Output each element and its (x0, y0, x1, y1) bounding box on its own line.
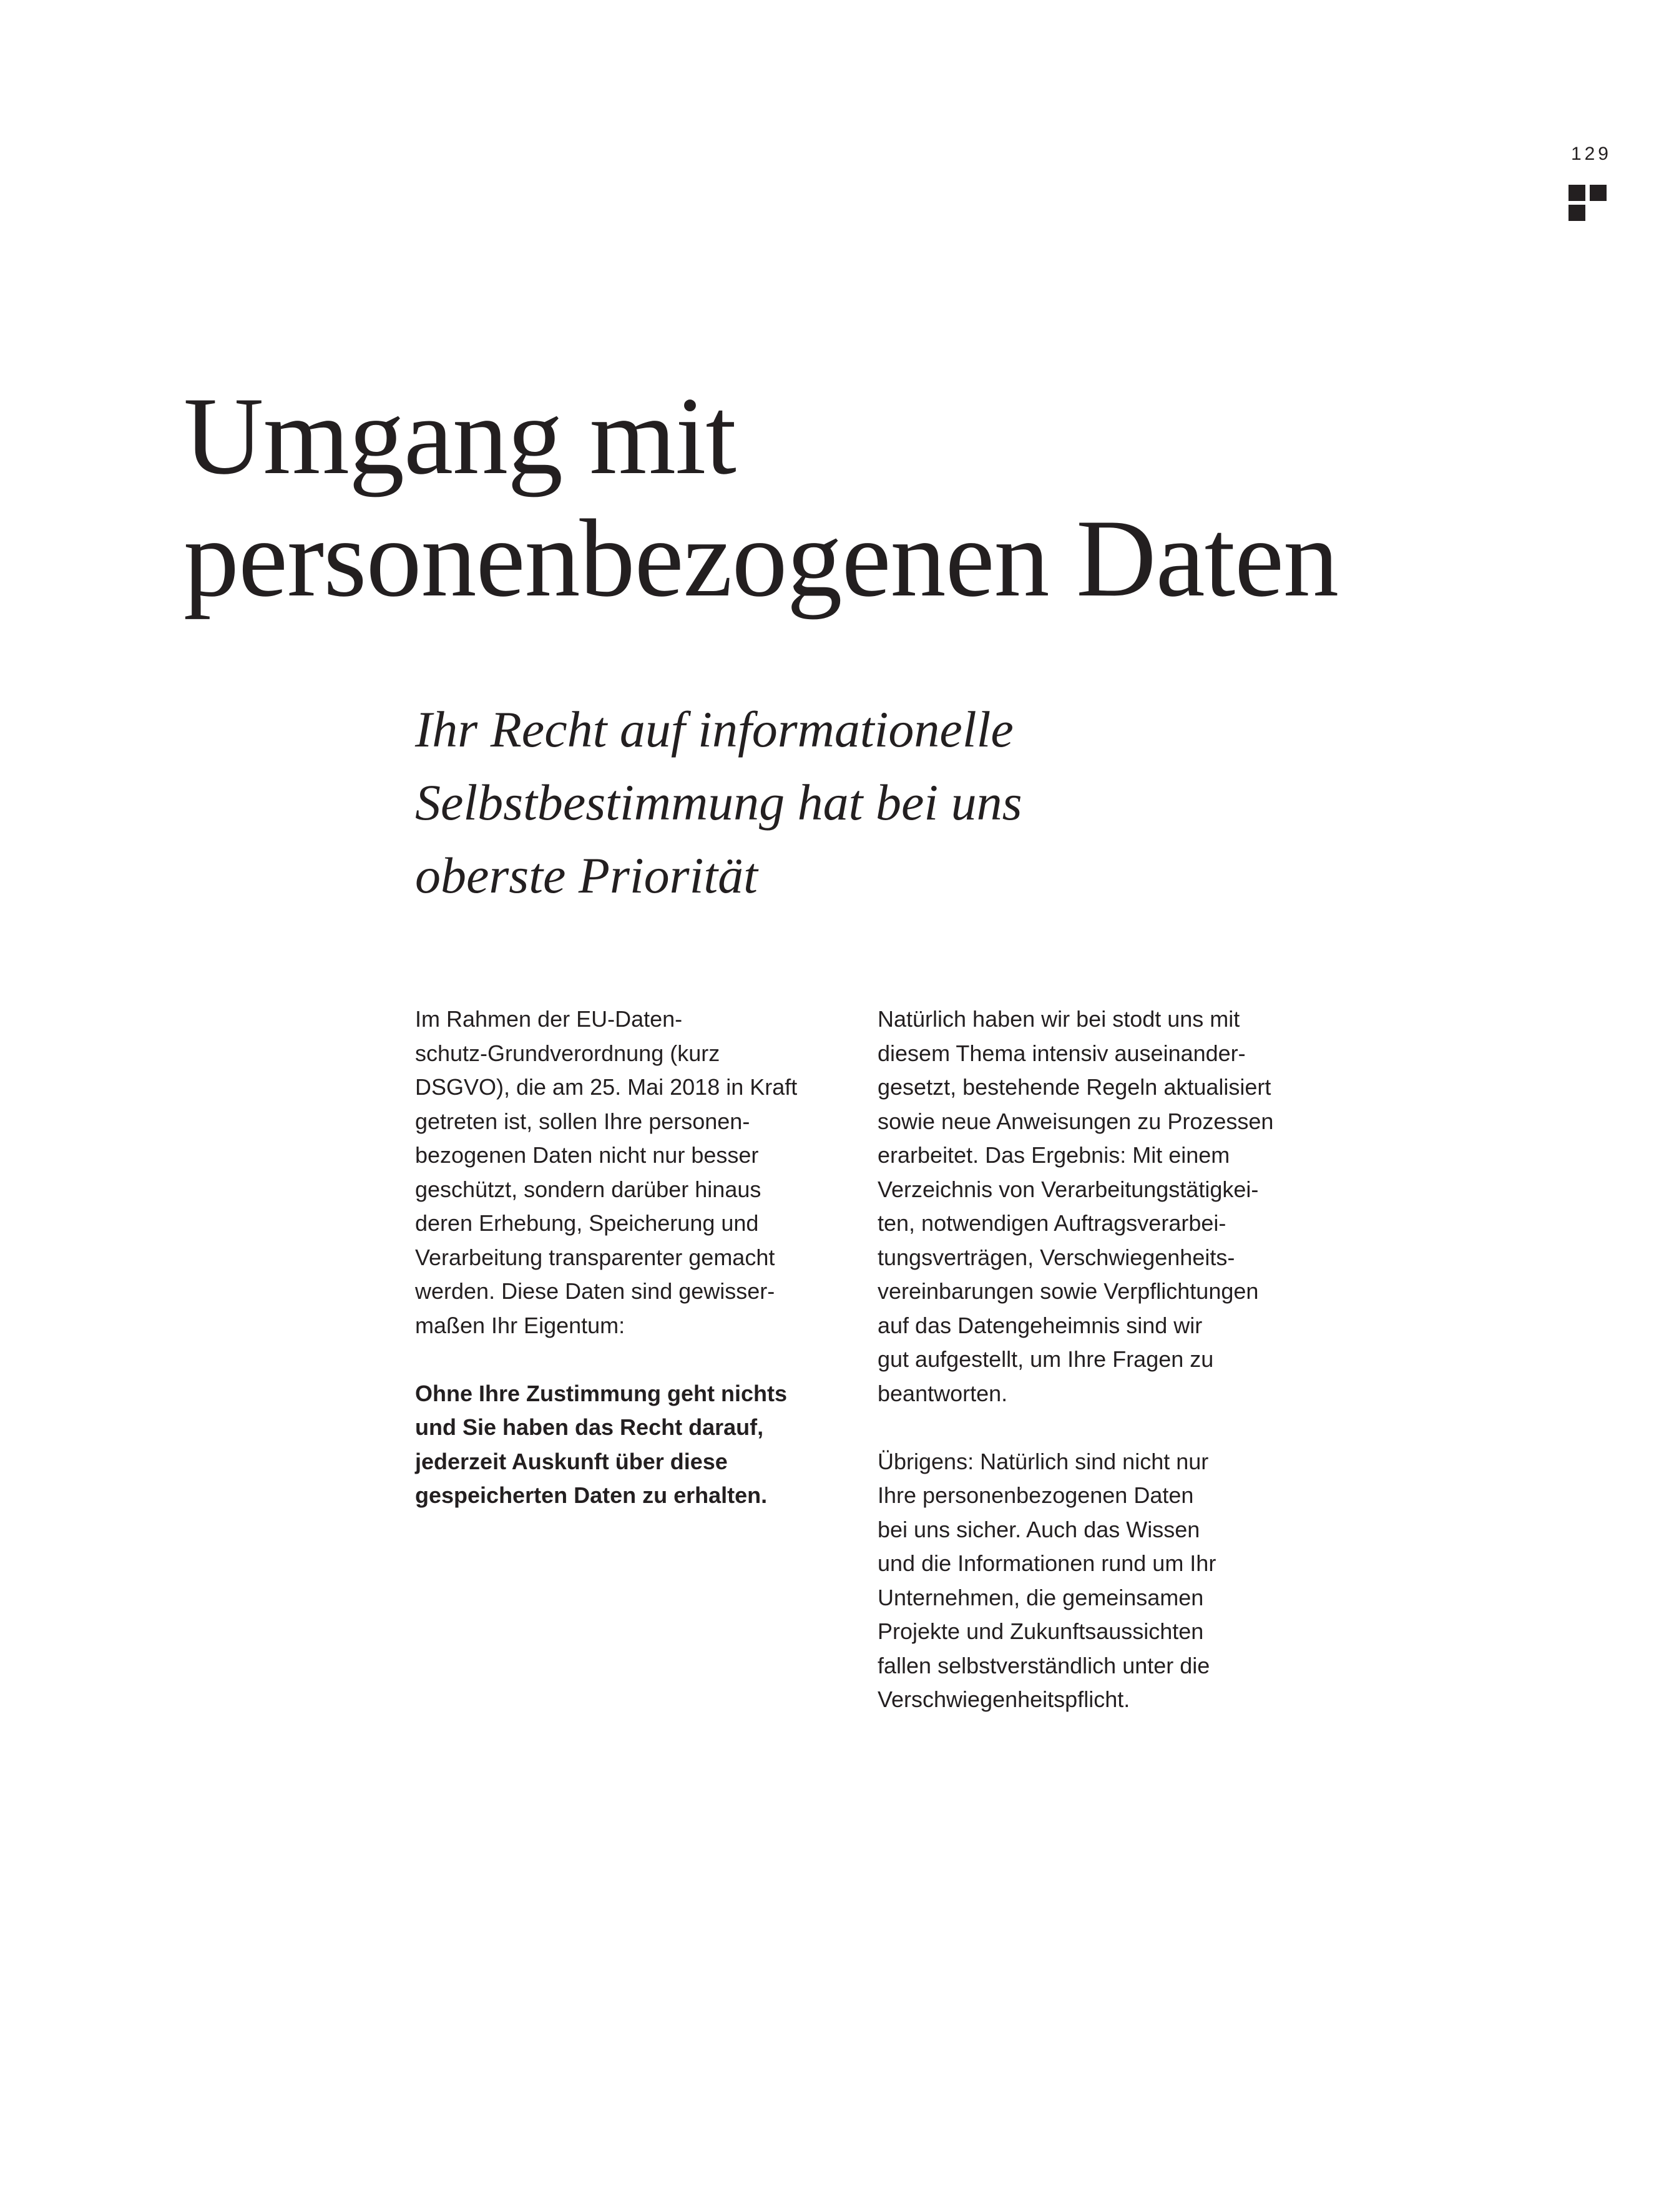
text-line: ten, notwendigen Auftragsverarbei- (878, 1210, 1226, 1236)
text-line: fallen selbstverständlich unter die (878, 1652, 1210, 1678)
text-line: Im Rahmen der EU-Daten- (415, 1006, 683, 1032)
text-line: tungsverträgen, Verschwiegenheits- (878, 1244, 1235, 1270)
text-line: auf das Datengeheimnis sind wir (878, 1312, 1203, 1338)
page-title-line: personenbezogenen Daten (184, 496, 1339, 620)
text-line: sowie neue Anweisungen zu Prozessen (878, 1108, 1274, 1134)
text-line: Verzeichnis von Verarbeitungstätigkei- (878, 1176, 1259, 1202)
page-number: 129 (1570, 144, 1612, 164)
text-line: Ihre personenbezogenen Daten (878, 1482, 1194, 1508)
subtitle (415, 693, 1289, 912)
text-line: schutz-Grundverordnung (kurz (415, 1040, 720, 1066)
text-line: jederzeit Auskunft über diese (415, 1448, 728, 1474)
intro-paragraph (415, 1002, 864, 1343)
text-line: werden. Diese Daten sind gewisser- (415, 1278, 775, 1304)
measures-paragraph (878, 1002, 1327, 1411)
text-line: gesetzt, bestehende Regeln aktualisiert (878, 1074, 1271, 1100)
text-line: geschützt, sondern darüber hinaus (415, 1176, 761, 1202)
page-title-line: Umgang mit (184, 374, 736, 497)
text-line: diesem Thema intensiv auseinander- (878, 1040, 1246, 1066)
text-line: Verschwiegenheitspflicht. (878, 1686, 1130, 1712)
text-line: DSGVO), die am 25. Mai 2018 in Kraft (415, 1074, 798, 1100)
paragraph-gap (415, 1343, 864, 1377)
page-title (184, 374, 1432, 619)
text-line: bezogenen Daten nicht nur besser (415, 1142, 759, 1168)
text-line: Natürlich haben wir bei stodt uns mit (878, 1006, 1240, 1032)
text-line: Unternehmen, die gemeinsamen (878, 1584, 1204, 1610)
subtitle-line: Ihr Recht auf informationelle (415, 701, 1014, 758)
logo-square (1590, 185, 1607, 201)
text-line: maßen Ihr Eigentum: (415, 1312, 625, 1338)
text-line: Verarbeitung transparenter gemacht (415, 1244, 775, 1270)
confidentiality-paragraph (878, 1445, 1327, 1717)
text-line: getreten ist, sollen Ihre personen- (415, 1108, 750, 1134)
left-text-column (415, 1002, 864, 1513)
text-line: und die Informationen rund um Ihr (878, 1550, 1216, 1576)
three-squares-logo-icon (1568, 185, 1607, 222)
text-line: gespeicherten Daten zu erhalten. (415, 1482, 768, 1508)
text-line: vereinbarungen sowie Verpflichtungen (878, 1278, 1259, 1304)
bold-statement-paragraph (415, 1377, 864, 1513)
paragraph-gap (878, 1411, 1327, 1445)
text-line: erarbeitet. Das Ergebnis: Mit einem (878, 1142, 1230, 1168)
subtitle-line: Selbstbestimmung hat bei uns (415, 774, 1022, 831)
logo-square (1568, 185, 1585, 201)
text-line: Projekte und Zukunftsaussichten (878, 1618, 1204, 1644)
logo-square (1568, 205, 1585, 221)
text-line: beantworten. (878, 1380, 1008, 1406)
subtitle-line: oberste Priorität (415, 847, 758, 904)
text-line: bei uns sicher. Auch das Wissen (878, 1516, 1200, 1542)
text-line: deren Erhebung, Speicherung und (415, 1210, 759, 1236)
text-line: gut aufgestellt, um Ihre Fragen zu (878, 1346, 1214, 1372)
right-text-column (878, 1002, 1327, 1717)
text-line: Ohne Ihre Zustimmung geht nichts (415, 1380, 788, 1406)
text-line: Übrigens: Natürlich sind nicht nur (878, 1448, 1209, 1474)
text-line: und Sie haben das Recht darauf, (415, 1414, 764, 1440)
